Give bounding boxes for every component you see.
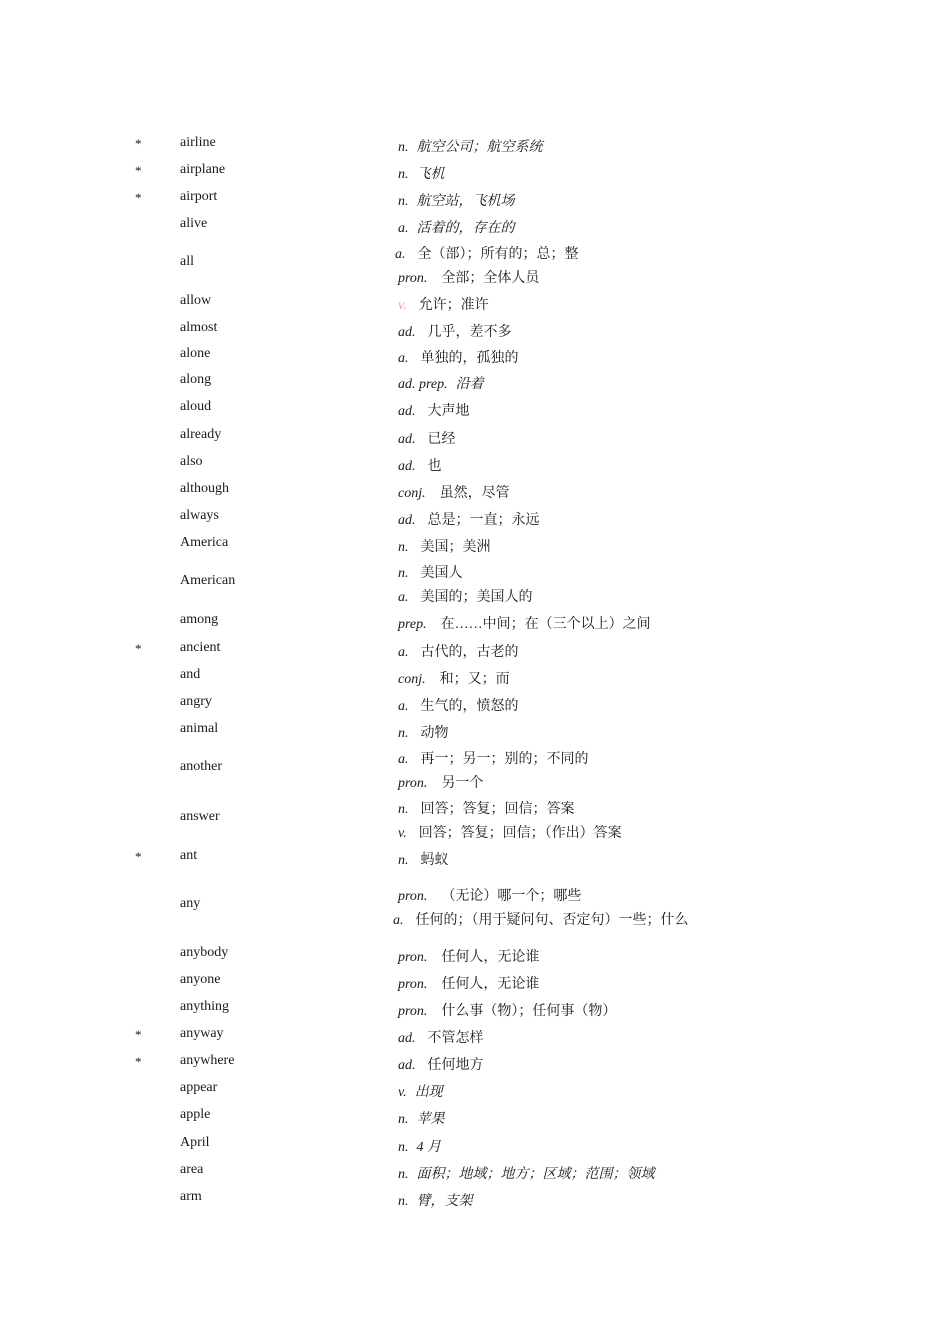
vocab-entry [0, 743, 950, 793]
vocab-word: along [180, 372, 212, 387]
vocab-word: angry [180, 694, 212, 709]
part-of-speech: ad. [398, 1058, 416, 1073]
definition-line [398, 347, 519, 367]
definition-line [398, 1081, 443, 1101]
key-word-star: * [135, 136, 142, 151]
definition-text: 再一；另一；别的；不同的 [420, 752, 589, 767]
part-of-speech: pron. [398, 776, 428, 791]
definition-text: 美国人 [420, 566, 463, 581]
part-of-speech: n. [398, 1167, 409, 1182]
vocab-word: all [180, 254, 194, 269]
definition-text: 什么事（物）；任何事（物） [441, 1004, 617, 1019]
part-of-speech: ad. [398, 459, 416, 474]
definition-text: 任何人，无论谁 [441, 950, 540, 965]
vocab-entry [0, 422, 950, 449]
part-of-speech: ad. [398, 513, 416, 528]
definition-line [398, 668, 510, 688]
vocab-entry [0, 157, 950, 184]
vocab-word: apple [180, 1107, 211, 1122]
definition-text: 面积；地域；地方；区域；范围；领域 [416, 1167, 655, 1182]
definition-line [398, 722, 449, 742]
vocab-word: answer [180, 809, 220, 824]
definition-line [398, 267, 539, 287]
definition-text: 全（部）；所有的；总；整 [417, 247, 579, 262]
part-of-speech: conj. [398, 486, 426, 501]
definition-line [398, 536, 491, 556]
key-word-star: * [135, 190, 142, 205]
part-of-speech: ad. [398, 432, 416, 447]
part-of-speech: pron. [398, 271, 428, 286]
vocab-entry [0, 843, 950, 870]
vocab-entry [0, 1102, 950, 1130]
definition-line [398, 798, 575, 818]
definition-line [398, 1054, 484, 1074]
part-of-speech: n. [398, 140, 409, 155]
definition-text: 航空公司；航空系统 [416, 140, 543, 155]
definition-text: 另一个 [441, 776, 484, 791]
vocab-word: airport [180, 189, 218, 204]
definition-text: 古代的，古老的 [420, 645, 519, 660]
definition-text: 全部；全体人员 [441, 271, 540, 286]
part-of-speech: a. [398, 221, 409, 236]
vocab-entry [0, 342, 950, 368]
part-of-speech: ad. [398, 404, 416, 419]
definition-text: 蚂蚁 [420, 853, 449, 868]
definition-line [398, 321, 512, 341]
definition-text: 几乎，差不多 [427, 325, 512, 340]
vocab-word: another [180, 759, 222, 774]
definition-line [398, 1108, 445, 1128]
definition-line [398, 1027, 484, 1047]
part-of-speech: prep. [398, 617, 427, 632]
part-of-speech: pron. [398, 977, 428, 992]
vocab-word: April [180, 1135, 210, 1150]
definition-line [398, 163, 445, 183]
vocab-entry [0, 1075, 950, 1102]
vocab-entry [0, 1184, 950, 1211]
vocab-word: anyone [180, 972, 221, 987]
definition-line [398, 641, 519, 661]
vocab-word: ant [180, 848, 198, 863]
vocab-entry [0, 184, 950, 211]
vocab-word: anything [180, 999, 229, 1014]
definition-line [398, 973, 539, 993]
part-of-speech: a. [395, 247, 406, 262]
vocab-entry [0, 1157, 950, 1184]
key-word-star: * [135, 163, 142, 178]
definition-text: 动物 [420, 726, 449, 741]
vocab-word: allow [180, 293, 212, 308]
vocab-entry [0, 662, 950, 689]
definition-text: 活着的，存在的 [416, 221, 515, 236]
vocab-entry [0, 503, 950, 530]
definition-line [398, 849, 449, 869]
key-word-star: * [135, 849, 142, 864]
vocab-entry [0, 635, 950, 662]
part-of-speech: n. [398, 1112, 409, 1127]
part-of-speech: ad. [398, 1031, 416, 1046]
vocab-entry [0, 449, 950, 476]
part-of-speech: a. [398, 699, 409, 714]
definition-text: 也 [427, 459, 442, 474]
part-of-speech: n. [398, 566, 409, 581]
vocab-word: and [180, 667, 201, 682]
vocab-entry [0, 793, 950, 843]
part-of-speech: n. [398, 540, 409, 555]
definition-line [398, 373, 484, 393]
vocab-word: always [180, 508, 219, 523]
part-of-speech: ad. [398, 325, 416, 340]
part-of-speech: a. [398, 752, 409, 767]
definition-text: 飞机 [416, 167, 445, 182]
part-of-speech: a. [398, 351, 409, 366]
vocab-entry [0, 689, 950, 716]
definition-text: 已经 [427, 432, 456, 447]
definition-text: 允许；准许 [418, 298, 489, 313]
definition-text: 美国；美洲 [420, 540, 491, 555]
part-of-speech: v. [398, 826, 407, 841]
definition-text: 4 月 [416, 1140, 441, 1155]
definition-line [398, 482, 510, 502]
part-of-speech: pron. [398, 889, 428, 904]
definition-line [398, 400, 470, 420]
vocab-entry [0, 557, 950, 607]
definition-line [393, 909, 689, 929]
vocab-entry [0, 368, 950, 394]
part-of-speech: n. [398, 1194, 409, 1209]
definition-line [398, 509, 540, 529]
part-of-speech: n. [398, 194, 409, 209]
definition-line [398, 822, 622, 842]
vocab-entry [0, 1130, 950, 1157]
vocab-word: almost [180, 320, 218, 335]
vocab-word: airplane [180, 162, 226, 177]
definition-text: 回答；答复；回信；答案 [420, 802, 575, 817]
key-word-star: * [135, 641, 142, 656]
vocab-word: American [180, 573, 236, 588]
vocab-entry [0, 530, 950, 557]
vocab-entry [0, 940, 950, 967]
part-of-speech: a. [393, 913, 404, 928]
part-of-speech: a. [398, 590, 409, 605]
vocab-entry [0, 315, 950, 342]
part-of-speech: ad. prep. [398, 377, 448, 392]
definition-text: 苹果 [416, 1112, 445, 1127]
vocab-entry [0, 1048, 950, 1075]
part-of-speech: v. [398, 1085, 407, 1100]
definition-line [398, 1000, 616, 1020]
vocab-entry [0, 967, 950, 994]
definition-text: 任何的；（用于疑问句、否定句）一些；什么 [415, 913, 689, 928]
part-of-speech: n. [398, 167, 409, 182]
definition-line [398, 562, 463, 582]
definition-line [398, 294, 489, 314]
vocab-word: anywhere [180, 1053, 235, 1068]
key-word-star: * [135, 1027, 142, 1042]
definition-text: 任何人，无论谁 [441, 977, 540, 992]
vocab-word: animal [180, 721, 219, 736]
vocab-word: airline [180, 135, 216, 150]
part-of-speech: v. [398, 298, 407, 313]
definition-text: 美国的；美国人的 [420, 590, 533, 605]
vocab-entry [0, 238, 950, 288]
definition-line [398, 613, 651, 633]
definition-text: 虽然，尽管 [439, 486, 510, 501]
vocab-entry [0, 870, 950, 940]
part-of-speech: n. [398, 726, 409, 741]
definition-line [398, 748, 589, 768]
vocab-word: although [180, 481, 229, 496]
vocab-word: anyway [180, 1026, 224, 1041]
definition-text: 和；又；而 [439, 672, 510, 687]
definition-line [398, 1163, 655, 1183]
definition-line [398, 217, 515, 237]
definition-text: 臂，支架 [416, 1194, 473, 1209]
definition-text: 在……中间；在（三个以上）之间 [440, 617, 651, 632]
vocab-entry [0, 211, 950, 238]
definition-text: 总是；一直；永远 [427, 513, 540, 528]
definition-text: （无论）哪一个；哪些 [441, 889, 582, 904]
part-of-speech: n. [398, 802, 409, 817]
definition-text: 航空站，飞机场 [416, 194, 515, 209]
vocab-word: ancient [180, 640, 221, 655]
definition-text: 大声地 [427, 404, 470, 419]
definition-text: 不管怎样 [427, 1031, 484, 1046]
vocab-word: alone [180, 346, 211, 361]
key-word-star: * [135, 1054, 142, 1069]
vocab-entry [0, 994, 950, 1021]
definition-line [395, 243, 579, 263]
vocab-entry [0, 716, 950, 743]
part-of-speech: n. [398, 853, 409, 868]
vocab-word: already [180, 427, 222, 442]
vocab-word: anybody [180, 945, 229, 960]
definition-line [398, 772, 483, 792]
definition-line [398, 1190, 473, 1210]
part-of-speech: n. [398, 1140, 409, 1155]
definition-line [398, 586, 533, 606]
vocab-word: alive [180, 216, 208, 231]
definition-text: 任何地方 [427, 1058, 484, 1073]
definition-line [398, 946, 539, 966]
vocab-word: appear [180, 1080, 218, 1095]
vocab-entry [0, 1021, 950, 1048]
vocab-word: also [180, 454, 203, 469]
definition-line [398, 190, 515, 210]
definition-text: 单独的，孤独的 [420, 351, 519, 366]
definition-line [398, 136, 543, 156]
vocab-word: among [180, 612, 219, 627]
vocab-entry [0, 476, 950, 503]
definition-line [398, 428, 456, 448]
definition-line [398, 455, 442, 475]
vocab-word: arm [180, 1189, 202, 1204]
vocab-entry [0, 288, 950, 315]
vocab-entry [0, 607, 950, 635]
vocab-word: America [180, 535, 229, 550]
definition-text: 生气的，愤怒的 [420, 699, 519, 714]
part-of-speech: conj. [398, 672, 426, 687]
part-of-speech: pron. [398, 1004, 428, 1019]
definition-line [398, 695, 519, 715]
vocab-entry [0, 394, 950, 422]
definition-line [398, 1136, 441, 1156]
part-of-speech: a. [398, 645, 409, 660]
vocab-word: any [180, 896, 201, 911]
definition-text: 沿着 [455, 377, 484, 392]
definition-line [398, 885, 581, 905]
vocab-word: area [180, 1162, 204, 1177]
definition-text: 出现 [414, 1085, 443, 1100]
vocab-entry [0, 130, 950, 157]
definition-text: 回答；答复；回信；（作出）答案 [418, 826, 622, 841]
part-of-speech: pron. [398, 950, 428, 965]
vocab-word: aloud [180, 399, 212, 414]
